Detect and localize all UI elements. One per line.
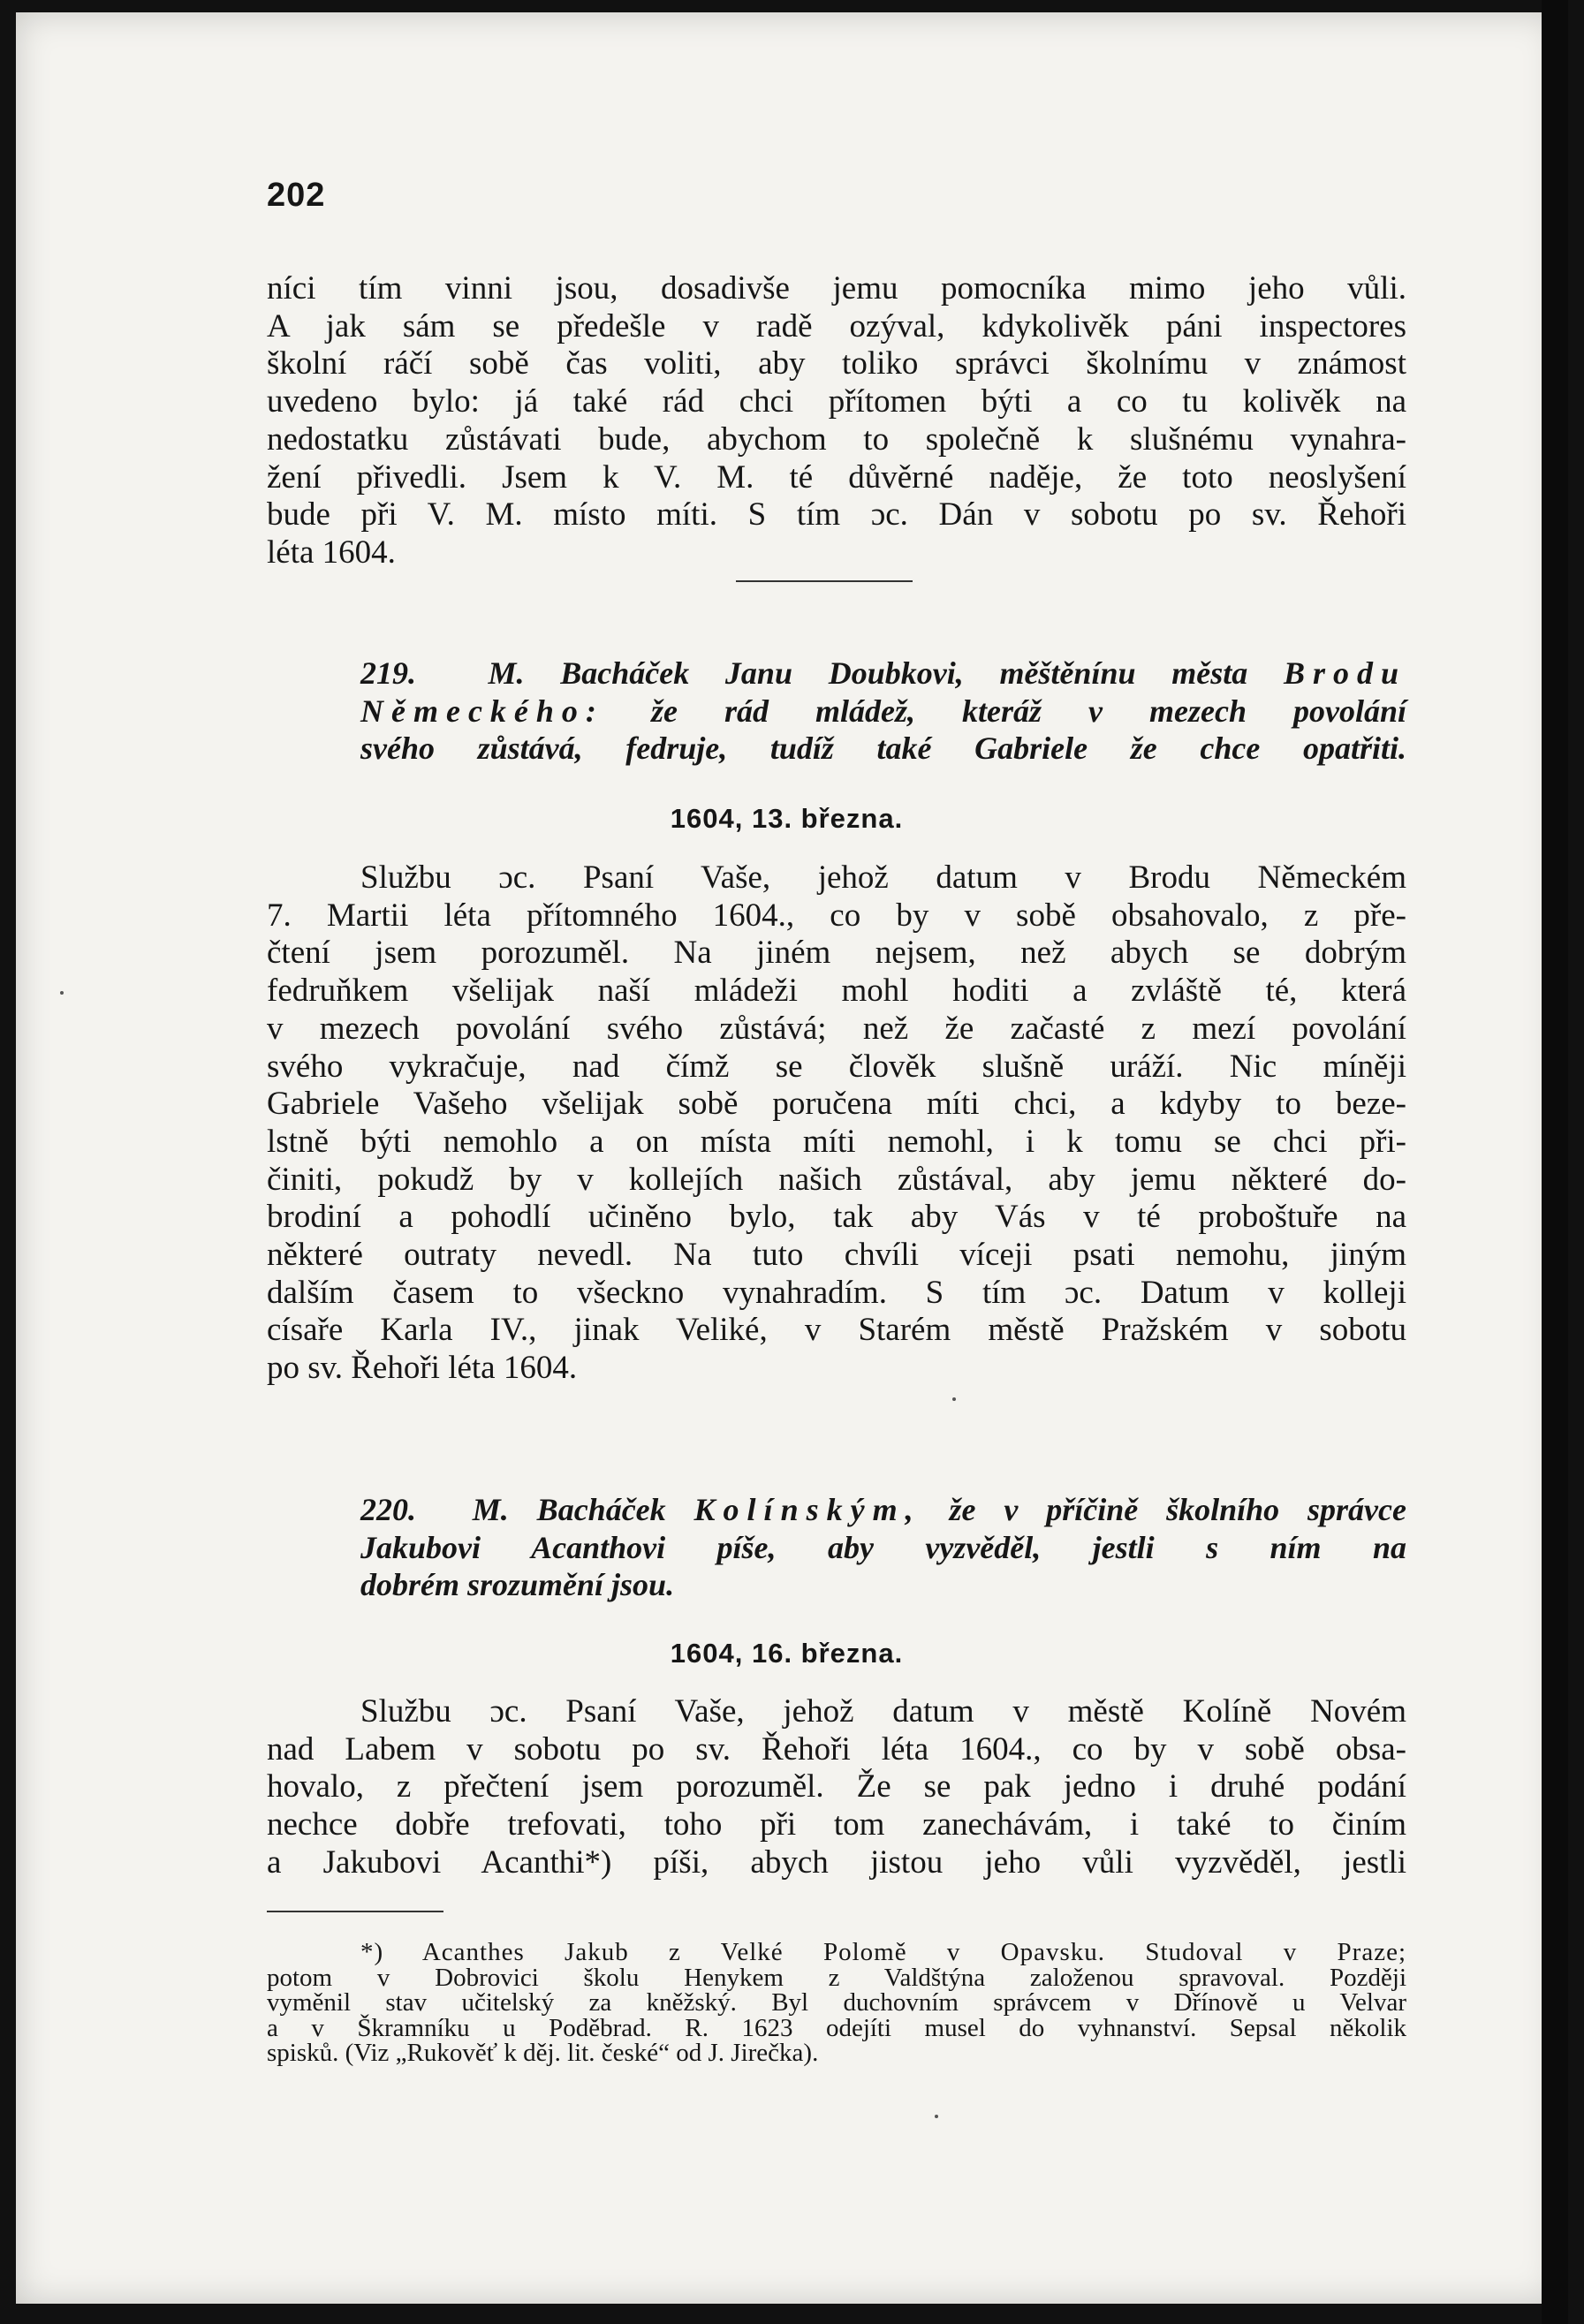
footnote-divider <box>267 1911 443 1912</box>
text-line: brodiní a pohodlí učiněno bylo, tak aby Vás v té proboštuře na <box>267 1199 1406 1236</box>
text-line: fedruňkem všelijak naší mládeži mohl hoditi a zvláště té, která <box>267 973 1406 1010</box>
book-page <box>16 12 1557 2304</box>
heading-text: M. Bacháček Janu Doubkovi, měštěnínu města <box>488 655 1248 691</box>
paper-speck <box>935 2115 938 2118</box>
footnote-line: potom v Dobrovici školu Henykem z Valdštýna založenou spravoval. Později <box>267 1963 1406 1992</box>
text-line: císaře Karla IV., jinak Veliké, v Starém městě Pražském v sobotu <box>267 1312 1406 1349</box>
text-line: Službu ɔc. Psaní Vaše, jehož datum v Brodu Německém <box>360 859 1406 896</box>
heading-text: že rád mládež, kteráž v mezech povolání <box>650 693 1406 729</box>
heading-line: Jakubovi Acanthovi píše, aby vyzvěděl, jestli s ním na <box>360 1529 1406 1565</box>
heading-line: dobrém srozumění jsou. <box>360 1567 675 1602</box>
text-line: svého vykračuje, nad čímž se člověk slušně uráží. Nic míněji <box>267 1048 1406 1085</box>
letter-220-heading <box>360 1491 1406 1604</box>
heading-place: Německého: <box>360 693 604 729</box>
text-line: po sv. Řehoři léta 1604. <box>267 1350 578 1387</box>
text-line: Gabriele Vašeho všelijak sobě poručena míti chci, a kdyby to beze- <box>267 1086 1406 1123</box>
heading-text: M. Bacháček <box>472 1492 666 1527</box>
text-line: léta 1604. <box>267 534 396 571</box>
footnote <box>267 1940 1406 2066</box>
text-line: čtení jsem porozuměl. Na jiném nejsem, než abych se dobrým <box>267 935 1406 972</box>
text-line: A jak sám se předešle v radě ozýval, kdykolivěk páni inspectores <box>267 307 1406 344</box>
letter-219-heading <box>360 655 1406 768</box>
heading-line: svého zůstává, fedruje, tudíž také Gabriele že chce opatřiti. <box>360 731 1406 766</box>
paper-speck <box>60 991 64 995</box>
heading-line <box>360 655 1406 693</box>
text-line: nedostatku zůstávati bude, abychom to společně k slušnému vynahra- <box>267 420 1406 458</box>
heading-line <box>360 693 1406 731</box>
text-line: nechce dobře trefovati, toho při tom zanechávám, i také to činím <box>267 1806 1406 1843</box>
text-line: lstně býti nemohlo a on místa míti nemohl, i k tomu se chci při- <box>267 1123 1406 1160</box>
text-line: některé outraty nevedl. Na tuto chvíli víceji psati nemohu, jiným <box>267 1237 1406 1274</box>
text-line: níci tím vinni jsou, dosadivše jemu pomocníka mimo jeho vůli. <box>267 270 1406 307</box>
page-number: 202 <box>267 177 326 214</box>
heading-text: že v příčině školního správce <box>949 1492 1406 1527</box>
text-line: hovalo, z přečtení jsem porozuměl. Že se pak jedno i druhé podání <box>267 1768 1406 1805</box>
text-line: Službu ɔc. Psaní Vaše, jehož datum v městě Kolíně Novém <box>360 1693 1406 1730</box>
footnote-line: *) Acanthes Jakub z Velké Polomě v Opavsku. Studoval v Praze; <box>360 1938 1406 1966</box>
footnote-line: spisků. (Viz „Rukověť k děj. lit. české“ od J. Jirečka). <box>267 2039 819 2067</box>
text-line: bude při V. M. místo míti. S tím ɔc. Dán v sobotu po sv. Řehoři <box>267 496 1406 534</box>
text-line: školní ráčí sobě čas voliti, aby toliko správci školnímu v známost <box>267 345 1406 382</box>
text-line: 7. Martii léta přítomného 1604., co by v sobě obsahovalo, z pře- <box>267 897 1406 934</box>
binding-edge <box>1542 0 1568 2324</box>
text-line: činiti, pokudž by v kollejích našich zůstával, aby jemu některé do- <box>267 1161 1406 1198</box>
text-line: uvedeno bylo: já také rád chci přítomen býti a co tu kolivěk na <box>267 383 1406 420</box>
section-divider <box>736 580 913 582</box>
heading-line <box>360 1491 1406 1529</box>
letter-220-date: 1604, 16. března. <box>670 1638 904 1669</box>
letter-220-body <box>267 1693 1406 1882</box>
text-line: dalším časem to všeckno vynahradím. S tím ɔc. Datum v kolleji <box>267 1274 1406 1311</box>
heading-place: Kolínským, <box>693 1492 921 1527</box>
footnote-line: vyměnil stav učitelský za kněžský. Byl duchovním správcem v Dřínově u Velvar <box>267 1988 1406 2017</box>
text-line: nad Labem v sobotu po sv. Řehoři léta 1604., co by v sobě obsa- <box>267 1730 1406 1768</box>
letter-219-date: 1604, 13. března. <box>670 803 904 834</box>
paper-speck <box>952 1397 956 1401</box>
letter-219-body <box>267 859 1406 1388</box>
letter-number: 220. <box>360 1492 416 1527</box>
letter-number: 219. <box>360 655 416 691</box>
text-line: v mezech povolání svého zůstává; než že začasté z mezí povolání <box>267 1010 1406 1047</box>
text-line: žení přivedli. Jsem k V. M. té důvěrné naděje, že toto neoslyšení <box>267 458 1406 496</box>
heading-place: Brodu <box>1283 655 1407 691</box>
intro-paragraph <box>267 270 1406 572</box>
footnote-line: a v Škramníku u Poděbrad. R. 1623 odejíti musel do vyhnanství. Sepsal několik <box>267 2013 1406 2042</box>
text-line: a Jakubovi Acanthi*) píši, abych jistou jeho vůli vyzvěděl, jestli <box>267 1843 1406 1881</box>
